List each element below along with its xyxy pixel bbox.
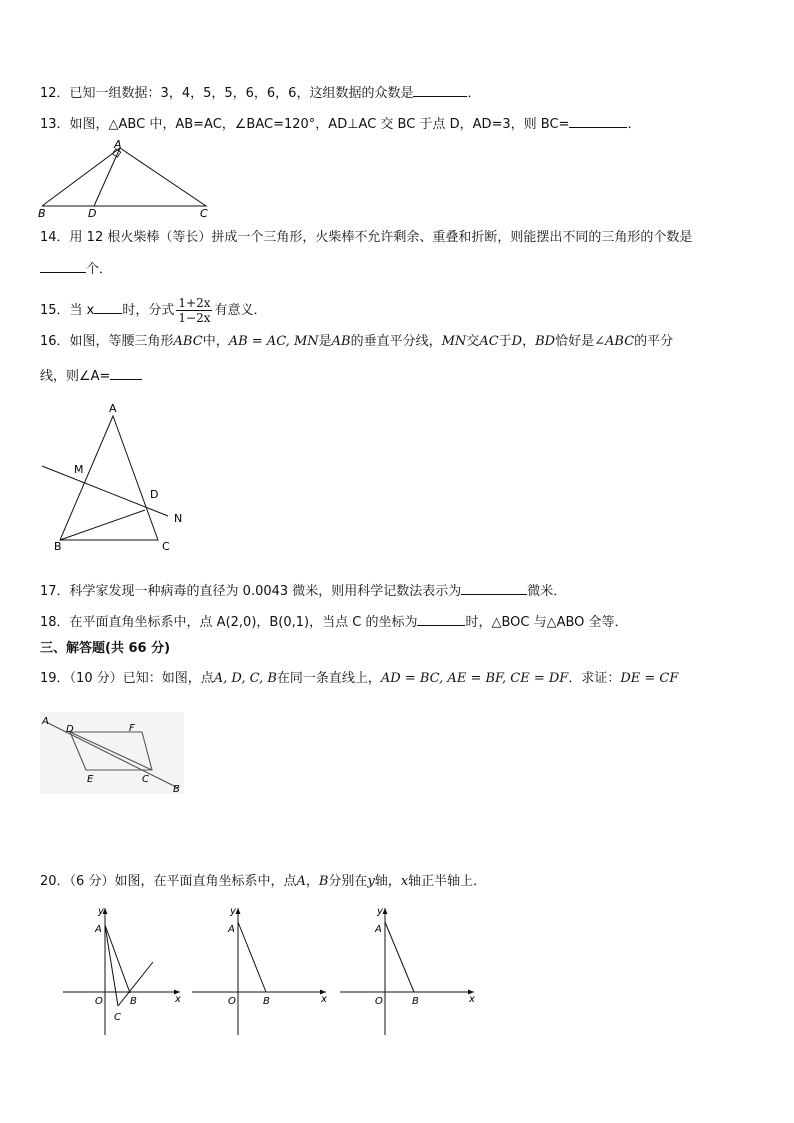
answer-blank [417, 613, 465, 626]
q20-text: 20．（6 分）如图，在平面直角坐标系中，点 [40, 874, 297, 889]
label-B: B [54, 540, 62, 553]
answer-blank [461, 582, 527, 595]
question-14-end: 个． [86, 262, 113, 277]
fraction-numerator: 1+2x [178, 296, 211, 310]
q16-math: AC [479, 334, 499, 349]
question-17 [40, 582, 566, 601]
label-O: O [375, 996, 383, 1007]
q16-text: 中， [202, 334, 229, 349]
q19-math: DE = CF [620, 671, 679, 686]
label-N: N [174, 512, 183, 525]
q16-math: D [511, 334, 523, 349]
answer-blank [40, 260, 86, 273]
label-B: B [263, 996, 270, 1007]
q16-math: AB = AC, MN [228, 334, 319, 349]
q16-text: 的垂直平分线， [350, 334, 442, 349]
question-19 [40, 670, 678, 688]
label-C: C [200, 207, 208, 220]
question-15-end: 有意义． [214, 303, 267, 318]
question-17-text: 17．科学家发现一种病毒的直径为 0.0043 微米，则用科学记数法表示为 [40, 584, 462, 599]
q20-text: 分别在 [328, 874, 368, 889]
q16-text: 的平分 [634, 334, 674, 349]
q16-math: ∠ABC [594, 334, 635, 349]
label-y: y [377, 906, 383, 917]
question-14-line2 [40, 260, 112, 279]
figure-19 [40, 712, 186, 796]
label-A: A [42, 716, 49, 727]
fraction [176, 296, 212, 325]
figure-16 [36, 398, 196, 556]
figure-20-3 [336, 900, 481, 1040]
label-C: C [114, 1012, 121, 1023]
label-x: x [175, 994, 181, 1005]
answer-blank [110, 367, 142, 380]
q16-math: ABC [173, 334, 203, 349]
question-12 [40, 84, 480, 103]
q20-math: A [296, 874, 306, 889]
question-16 [40, 333, 673, 351]
label-B: B [130, 996, 137, 1007]
label-A: A [228, 924, 235, 935]
question-20 [40, 873, 486, 891]
label-E: E [87, 774, 94, 785]
label-x: x [321, 994, 327, 1005]
question-18-text: 18．在平面直角坐标系中，点 A(2,0)，B(0,1)，当点 C 的坐标为 [40, 615, 418, 630]
label-D: D [66, 724, 74, 735]
question-15-mid: 时，分式 [122, 303, 175, 318]
question-13 [40, 115, 640, 134]
question-14 [40, 229, 692, 247]
question-12-end: ． [467, 86, 481, 101]
question-13-text: 13．如图，△ABC 中，AB=AC，∠BAC=120°，AD⊥AC 交 BC 于点 D，AD=3，则 BC= [40, 117, 570, 132]
question-12-text: 12．已知一组数据：3，4，5，5，6，6，6，这组数据的众数是 [40, 86, 414, 101]
q16-math: MN [441, 334, 467, 349]
q19-text: ．求证： [568, 671, 621, 686]
q16-math: AB [331, 334, 351, 349]
label-y: y [98, 906, 104, 917]
q16-text: 于 [498, 334, 512, 349]
answer-blank [94, 301, 122, 314]
figure-13 [36, 138, 226, 222]
label-B: B [412, 996, 419, 1007]
question-15 [40, 296, 267, 325]
question-14-text: 14．用 12 根火柴棒（等长）拼成一个三角形，火柴棒不允许剩余、重叠和折断，则能摆出不同的三角形的个数是 [40, 230, 693, 245]
q19-math: AD = BC, AE = BF, CE = DF [380, 671, 569, 686]
label-y: y [230, 906, 236, 917]
label-O: O [95, 996, 103, 1007]
q19-math: A, D, C, B [213, 671, 277, 686]
section-title: 三、解答题(共 66 分) [40, 641, 171, 656]
label-A: A [375, 924, 382, 935]
answer-blank [569, 115, 627, 128]
label-D: D [150, 488, 159, 501]
q20-text: 轴正半轴上． [408, 874, 487, 889]
q16-text: ， [522, 334, 536, 349]
label-C: C [162, 540, 170, 553]
q16-text: 交 [466, 334, 480, 349]
label-A: A [95, 924, 102, 935]
question-17-end: 微米． [527, 584, 567, 599]
label-F: F [129, 723, 135, 734]
q19-text: 在同一条直线上， [276, 671, 381, 686]
question-18-end: 时，△BOC 与△ABO 全等． [465, 615, 628, 630]
fraction-denominator: 1−2x [178, 311, 211, 325]
question-13-end: ． [627, 117, 641, 132]
q16-text: 恰好是 [555, 334, 595, 349]
q19-text: 19．（10 分）已知：如图，点 [40, 671, 214, 686]
q20-math: y [367, 874, 375, 889]
question-18 [40, 613, 628, 632]
label-B: B [173, 784, 180, 795]
figure-20-2 [188, 900, 333, 1040]
q16-math: BD [535, 334, 556, 349]
label-M: M [74, 463, 84, 476]
question-15-pre: 15．当 x [40, 303, 95, 318]
answer-blank [413, 84, 467, 97]
q20-text: 轴， [374, 874, 401, 889]
q20-math: B [318, 874, 329, 889]
label-C: C [142, 774, 149, 785]
figure-20-1 [58, 900, 188, 1040]
q20-math: x [400, 874, 409, 889]
label-B: B [38, 207, 46, 220]
q16-text: 16．如图，等腰三角形 [40, 334, 174, 349]
label-O: O [228, 996, 236, 1007]
label-A: A [109, 402, 117, 415]
q16-text: 是 [318, 334, 332, 349]
label-A: A [114, 138, 122, 151]
question-16-line2 [40, 367, 142, 386]
label-D: D [88, 207, 97, 220]
q20-text: ， [305, 874, 319, 889]
label-x: x [469, 994, 475, 1005]
q16-text: 线，则∠A= [40, 369, 111, 384]
